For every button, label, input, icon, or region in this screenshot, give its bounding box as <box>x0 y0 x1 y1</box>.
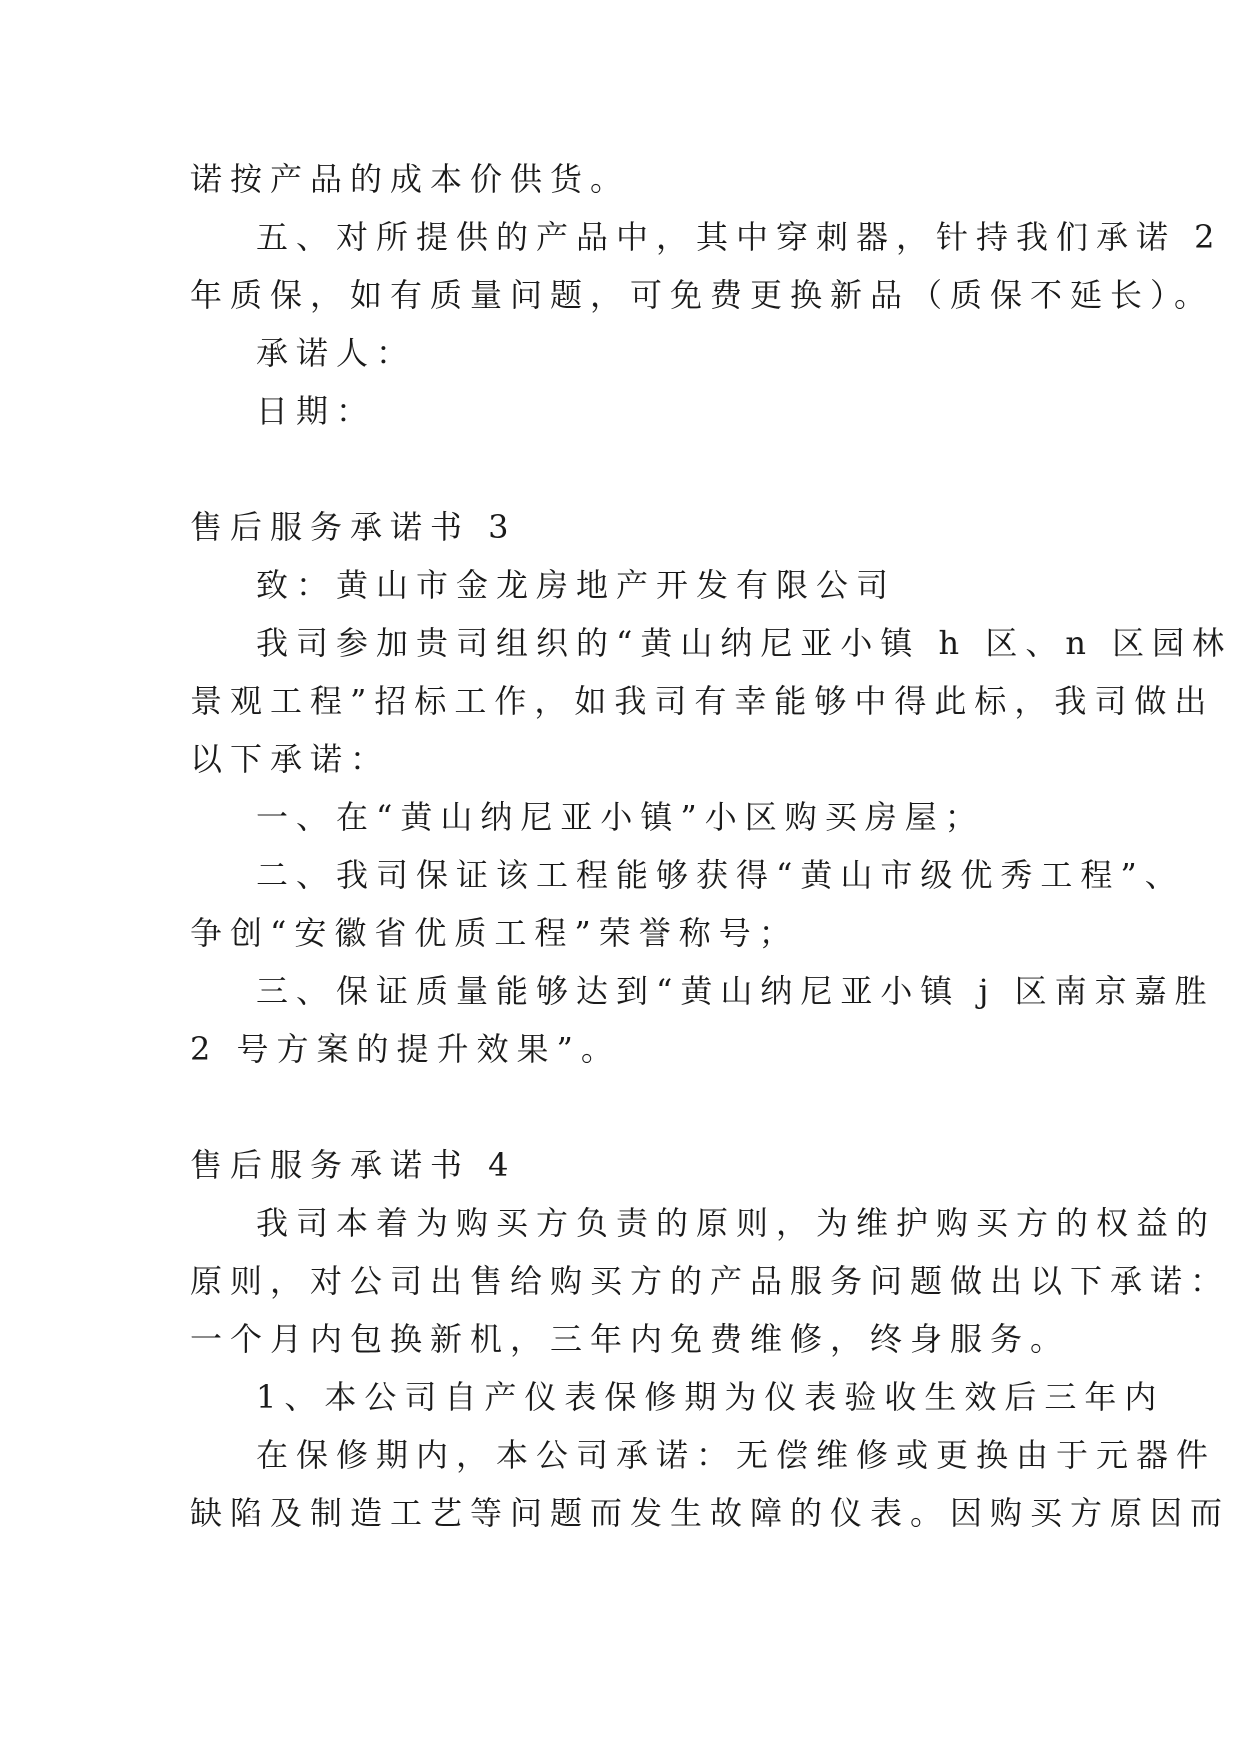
paragraph-line: 一、在“黄山纳尼亚小镇”小区购买房屋； <box>256 798 985 836</box>
paragraph-line: 2 号方案的提升效果”。 <box>190 1030 621 1068</box>
paragraph-line: 景观工程”招标工作，如我司有幸能够中得此标，我司做出 <box>190 682 1215 720</box>
document-page <box>190 150 1233 1542</box>
date-label: 日期： <box>256 392 377 430</box>
paragraph-line: 年质保，如有质量问题，可免费更换新品（质保不延长）。 <box>190 276 1215 314</box>
paragraph-line: 致：黄山市金龙房地产开发有限公司 <box>256 566 897 604</box>
section-title: 售后服务承诺书 4 <box>190 1146 517 1184</box>
paragraph-line: 一个月内包换新机，三年内免费维修，终身服务。 <box>190 1320 1071 1358</box>
section-previous <box>190 150 1223 440</box>
section-4 <box>190 1136 1231 1542</box>
paragraph-line: 我司参加贵司组织的“黄山纳尼亚小镇 h 区、n 区园林 <box>256 624 1233 662</box>
section-title: 售后服务承诺书 3 <box>190 508 517 546</box>
section-gap <box>190 1078 1060 1136</box>
paragraph-line: 争创“安徽省优质工程”荣誉称号； <box>190 914 799 952</box>
section-3 <box>190 498 1233 1078</box>
promisor-label: 承诺人： <box>256 334 417 372</box>
paragraph-line: 五、对所提供的产品中，其中穿刺器，针持我们承诺 2 <box>256 218 1223 256</box>
paragraph-line: 三、保证质量能够达到“黄山纳尼亚小镇 j 区南京嘉胜 <box>256 972 1215 1010</box>
paragraph-line: 二、我司保证该工程能够获得“黄山市级优秀工程”、 <box>256 856 1185 894</box>
paragraph-line: 原则，对公司出售给购买方的产品服务问题做出以下承诺： <box>190 1262 1231 1300</box>
section-gap <box>190 440 1060 498</box>
paragraph-line: 在保修期内，本公司承诺：无偿维修或更换由于元器件 <box>256 1436 1217 1474</box>
paragraph-line: 诺按产品的成本价供货。 <box>190 160 631 198</box>
paragraph-line: 1、本公司自产仪表保修期为仪表验收生效后三年内 <box>256 1378 1165 1416</box>
paragraph-line: 以下承诺： <box>190 740 391 778</box>
paragraph-line: 缺陷及制造工艺等问题而发生故障的仪表。因购买方原因而 <box>190 1494 1231 1532</box>
paragraph-line: 我司本着为购买方负责的原则，为维护购买方的权益的 <box>256 1204 1217 1242</box>
